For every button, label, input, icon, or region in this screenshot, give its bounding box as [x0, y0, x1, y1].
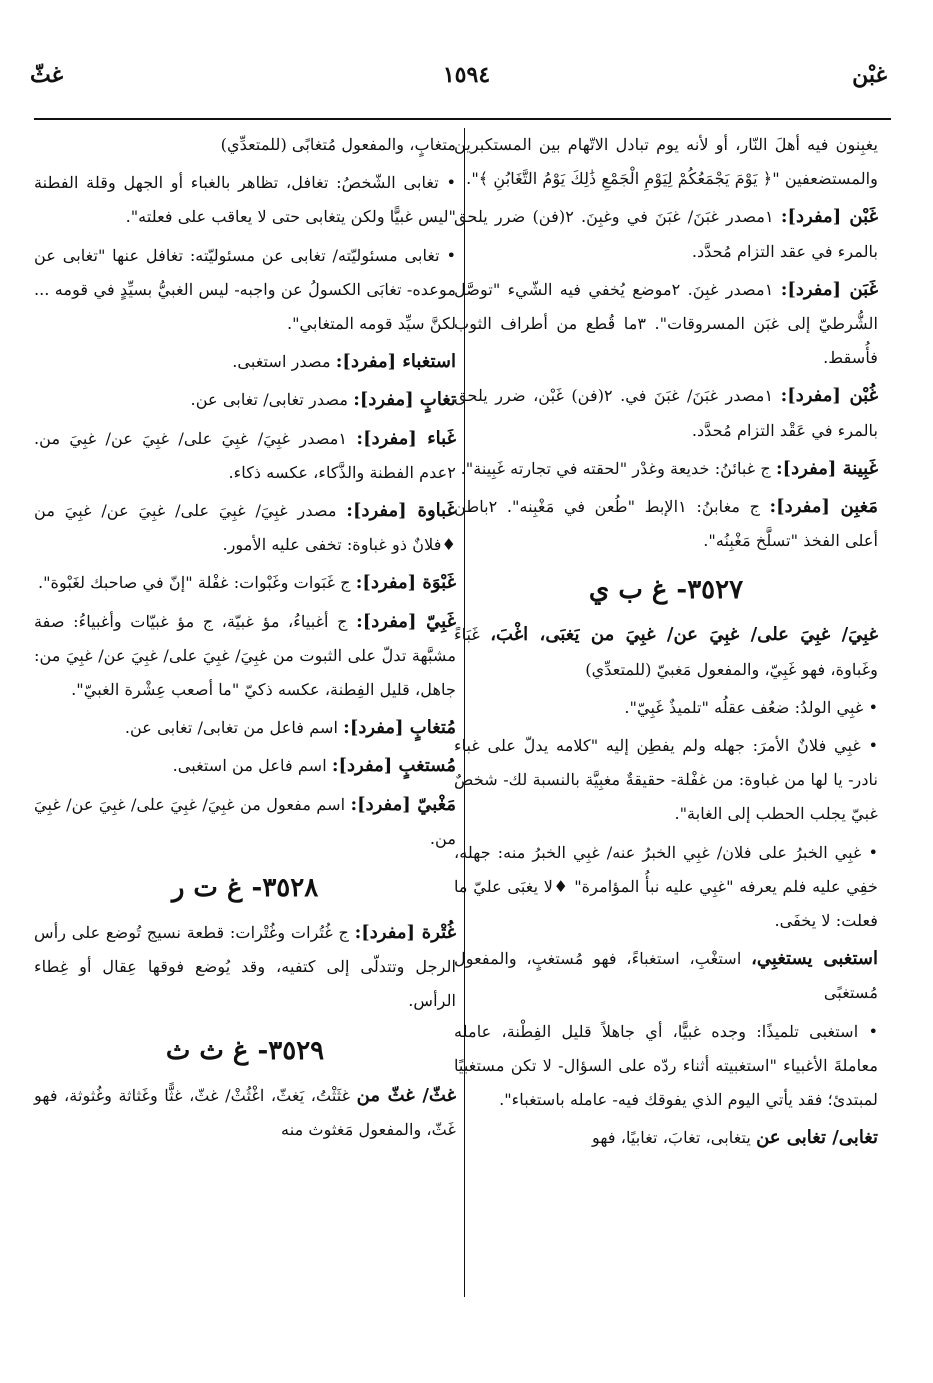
entry-headword: استغباء [مفرد]:	[335, 351, 456, 373]
entry-definition: اسم مفعول من غبِيَ/ غبِيَ على/ غبِيَ عن/ غبِيَ من.	[34, 794, 456, 848]
page-header	[0, 62, 933, 102]
guide-word-left: غثّ	[30, 62, 64, 88]
entry-headword: تغابى/ تغابى عن	[756, 1127, 878, 1149]
entry-definition: مصدر غبِيَ/ غبِيَ على/ غبِيَ عن/ غبِيَ من ♦فلانٌ ذو غباوة: تخفى عليه الأمور.	[34, 501, 456, 555]
dictionary-entry	[34, 494, 456, 562]
entry-definition: ١مصدر غبَنَ/ غبَنَ في وغبِنَ. ٢(فن) ضرر يلحق بالمرء في عقد التزام مُحدَّد.	[454, 207, 878, 261]
entry-definition: • تغابى مسئوليّته/ تغابى عن مسئوليّته: تغافل عنها "تغابى عن موعده- تغابَى الكسولُ عن واجبه- ليس الغبيُّ بسيِّدٍ في قومه ... لكنَّ سيِّد قومه المتغابي".	[34, 245, 456, 334]
dictionary-entry	[454, 729, 878, 832]
root-section-heading: ٣٥٢٧- غ ب ي	[588, 575, 744, 606]
dictionary-entry	[34, 749, 456, 783]
dictionary-entry	[34, 422, 456, 490]
entry-definition: مصدر تغابى/ تغابى عن.	[190, 390, 354, 410]
entry-headword: غثّ/ غثّ من	[356, 1084, 456, 1106]
entry-definition: ١مصدر غبِنَ. ٢موضع يُخفي فيه الشّيء "توصَّل الشُّرطيّ إلى غبَن المسروقات". ٣ما قُطع من أطراف الثوب فأُسقط.	[454, 279, 878, 368]
dictionary-entry	[454, 379, 878, 447]
entry-headword: غَبْوَة [مفرد]:	[355, 572, 456, 594]
root-section-heading: ٣٥٢٩- غ ث ث	[165, 1035, 325, 1066]
guide-word-right: غبْن	[852, 62, 887, 88]
dictionary-entry	[454, 942, 878, 1010]
entry-headword: غَبَن [مفرد]:	[780, 278, 878, 300]
dictionary-entry	[454, 273, 878, 376]
entry-definition: • غبِي الخبرُ على فلان/ غبِي الخبرُ عنه/ غبِي الخبرُ منه: جهله، خفِي عليه فلم يعرفه "غبِي عليه نبأُ المؤامرة" ♦لا يغبَى عليّ ما فعلت: لا يخفَى.	[454, 842, 878, 931]
right-column	[454, 128, 878, 1159]
entry-headword: غُبْن [مفرد]:	[780, 385, 878, 407]
dictionary-entry	[34, 916, 456, 1019]
dictionary-entry	[34, 383, 456, 417]
dictionary-entry	[454, 452, 878, 486]
dictionary-entry	[454, 618, 878, 686]
dictionary-entry	[454, 1015, 878, 1118]
entry-headword: غَباوة [مفرد]:	[346, 500, 456, 522]
dictionary-entry	[34, 605, 456, 708]
dictionary-entry	[34, 166, 456, 234]
dictionary-entry	[454, 691, 878, 725]
entry-definition: ج غُتُرات وغُتْرات: قطعة نسيج تُوضع على رأس الرجل وتتدلّى إلى كتفيه، وقد يُوضع فوقها عِقال أو غِطاء الرأس.	[34, 923, 456, 1011]
dictionary-entry	[454, 836, 878, 939]
entry-headword: غَبْن [مفرد]:	[780, 206, 878, 228]
page-number: ١٥٩٤	[442, 62, 491, 88]
entry-definition: اسم فاعل من تغابى/ تغابى عن.	[124, 718, 344, 738]
entry-definition: • تغابى الشّخصُ: تغافل، تظاهر بالغباء أو الجهل وقلة الفطنة "ليس غبيًّا ولكن يتغابى حتى لا يعاقب على فعلته".	[34, 173, 456, 227]
entry-definition: اسم فاعل من استغبى.	[172, 756, 332, 776]
entry-definition: ج غبائنُ: خديعة وغدْر "لحقته في تجارته غَبِينة".	[460, 458, 776, 478]
entry-definition: • غبِي الولدُ: ضعُف عقلُه "تلميذٌ غَبِيّ".	[624, 697, 878, 717]
entry-definition: ١مصدر غبِيَ/ غبِيَ على/ غبِيَ عن/ غبِيَ من. ٢عدم الفطنة والذَّكاء، عكسه ذكاء.	[34, 428, 456, 482]
entry-headword: تغابٍ [مفرد]:	[353, 389, 456, 411]
entry-headword: غُتْرة [مفرد]:	[354, 922, 456, 944]
entry-definition: ج غَبَوات وغَبْوات: غفْلة "إنّ في صاحبك لغَبْوة".	[37, 573, 356, 593]
entry-definition: ج أغبياءُ، مؤ غبيّة، ج مؤ غبيّات وأغبياءُ: صفة مشبَّهة تدلّ على الثبوت من غبِيَ/ غبِيَ على/ غبِيَ عن/ غبِيَ من: جاهل، قليل الفِطنة، عكسه ذكيّ "ما أصعب عِشْرة الغبيّ".	[34, 611, 456, 700]
entry-headword: مَغبِن [مفرد]:	[769, 496, 878, 518]
entry-definition: يغبِنون فيه أهلَ النّار، أو لأنه يوم تبادل الاتّهام بين المستكبرين والمستضعفين "﴿ يَوْمَ يَجْمَعُكُمْ لِيَوْمِ الْجَمْعِ ذَٰلِكَ يَوْمُ التَّغَابُنِ ﴾".	[454, 135, 878, 189]
dictionary-entry	[34, 788, 456, 856]
entry-headword: مُتغابٍ [مفرد]:	[343, 717, 456, 739]
entry-headword: مُستغبٍ [مفرد]:	[331, 755, 456, 777]
entry-definition: مصدر استغبى.	[232, 352, 336, 372]
entry-definition: متغابٍ، والمفعول مُتغابًى (للمتعدِّي)	[220, 135, 456, 154]
entry-definition: ج مغابنُ: ١الإبط "طُعن في مَغْبِنه". ٢باطن أعلى الفخذ "تسلَّخ مَغْبِنُه".	[454, 497, 878, 551]
dictionary-entry	[34, 239, 456, 342]
entry-headword: غَبِيّ [مفرد]:	[356, 610, 456, 632]
dictionary-entry	[454, 128, 878, 196]
entry-definition: غثَثْتُ، يَغثّ، اغْثُثْ/ غثّ، غثًّا وغَثاثة وغُثوثة، فهو غَثّ، والمفعول مَغثوث منه	[34, 1085, 456, 1139]
root-section-heading: ٣٥٢٨- غ ت ر	[171, 873, 319, 904]
dictionary-entry	[34, 128, 456, 162]
entry-definition: • غبِي فلانٌ الأمرَ: جهله ولم يفطِن إليه "كلامه يدلّ على غباء نادر- يا لها من غباوة: من غفْلة- حقيقةٌ مغبِيَّة بالنسبة لك- شخصٌ غبيّ يجلب الحطب إلى الغابة".	[454, 736, 878, 824]
dictionary-entry	[454, 490, 878, 558]
entry-definition: • استغبى تلميذًا: وجده غبيًّا، أي جاهلاً قليل الفِطْنة، عامله معاملةَ الأغبياء "استغبيته أثناء ردّه على السؤال- لا تكن مستغبيًا لمبتدئ؛ فقد يأتي اليوم الذي يفوقك فيه- عامله باستغباء".	[454, 1021, 878, 1110]
dictionary-entry	[454, 1121, 878, 1155]
entry-headword: غَبِينة [مفرد]:	[776, 457, 878, 479]
entry-headword: غَباء [مفرد]:	[356, 427, 456, 449]
entry-definition: استغْبِ، استغباءً، فهو مُستغبٍ، والمفعول مُستغبًى	[454, 949, 878, 1003]
dictionary-entry	[34, 345, 456, 379]
dictionary-entry	[454, 200, 878, 268]
entry-headword: استغبى يستغبِي،	[751, 948, 878, 970]
entry-definition: غَبَاءً وغَباوة، فهو غَبِيّ، والمفعول مَغبيّ (للمتعدِّي)	[454, 625, 878, 679]
dictionary-entry	[34, 1079, 456, 1147]
entry-headword: غبِيَ/ غبِيَ على/ غبِيَ عن/ غبِيَ من يَغبَى، اغْبَ،	[490, 624, 878, 646]
header-rule	[34, 118, 891, 120]
dictionary-entry	[34, 711, 456, 745]
entry-headword: مَغْبيّ [مفرد]:	[350, 793, 456, 815]
entry-definition: يتغابى، تغابَ، تغابيًا، فهو	[592, 1128, 757, 1148]
dictionary-entry	[34, 566, 456, 600]
entry-definition: ١مصدر غبَنَ/ غبَنَ في. ٢(فن) غَبْن، ضرر يلحق بالمرء في عَقْد التزام مُحدَّد.	[454, 386, 878, 440]
left-column	[34, 128, 456, 1151]
